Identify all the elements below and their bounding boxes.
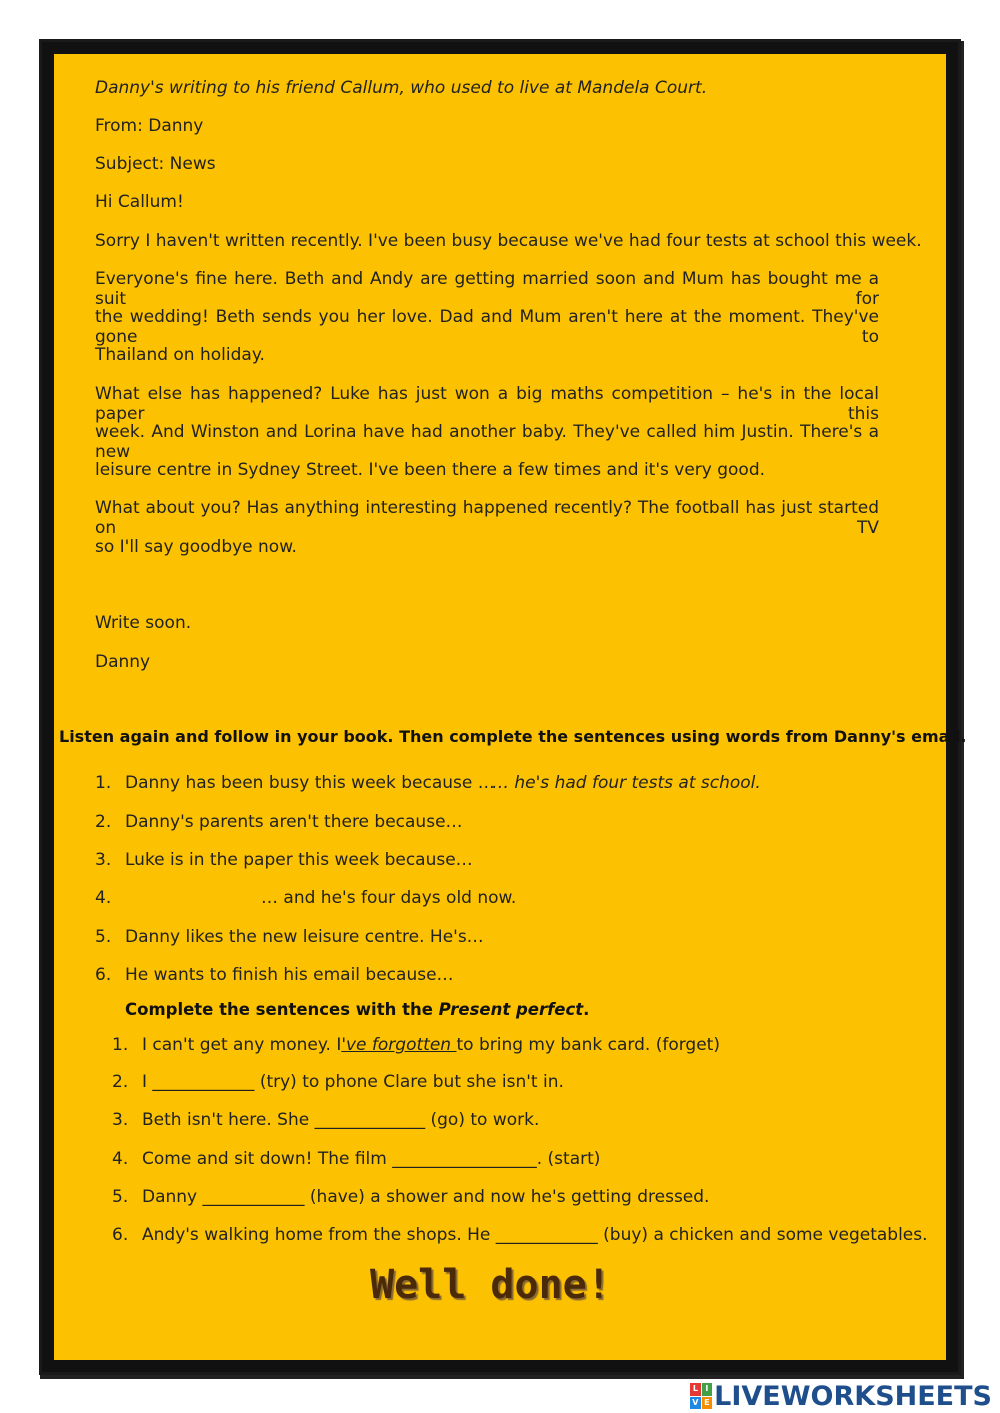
email-line: Everyone's fine here. Beth and Andy are getting married soon and Mum has bought me a suit for [95, 269, 879, 309]
intro-text: Danny's writing to his friend Callum, who used to live at Mandela Court. [95, 78, 708, 98]
exercise2-sentence[interactable]: I ____________ (try) to phone Clare but she isn't in. [142, 1072, 564, 1092]
email-from: From: Danny [95, 116, 204, 136]
logo-text: LIVEWORKSHEETS [714, 1380, 992, 1412]
exercise1-number: 5. [95, 927, 112, 947]
exercise2-answer[interactable]: 've forgotten [341, 1035, 457, 1055]
email-line: the wedding! Beth sends you her love. Dad and Mum aren't here at the moment. They've gone to [95, 307, 879, 347]
well-done-text: Well done! [370, 1262, 611, 1308]
exercise1-prompt: … and he's four days old now. [261, 888, 517, 908]
instruction-emphasis: Present perfect [438, 1000, 584, 1019]
email-line: Sorry I haven't written recently. I've been busy because we've had four tests at school this week. [95, 231, 922, 251]
exercise1-number: 3. [95, 850, 112, 870]
logo-mark-letter: E [702, 1397, 713, 1410]
instruction-end: . [583, 1000, 590, 1019]
logo-mark-letter: V [690, 1397, 701, 1410]
exercise1-prompt: He wants to finish his email because… [125, 965, 454, 985]
exercise1-number: 2. [95, 812, 112, 832]
exercise2-instruction [125, 1000, 589, 1019]
exercise2-number: 2. [112, 1072, 129, 1092]
exercise2-sentence[interactable]: Danny ____________ (have) a shower and now he's getting dressed. [142, 1187, 710, 1207]
email-signature: Danny [95, 652, 151, 672]
exercise2-sentence[interactable]: Beth isn't here. She _____________ (go) to work. [142, 1110, 540, 1130]
exercise2-sentence[interactable]: Andy's walking home from the shops. He ____________ (buy) a chicken and some vegetables. [142, 1225, 928, 1245]
exercise1-prompt: Luke is in the paper this week because… [125, 850, 473, 870]
exercise1-number: 1. [95, 773, 112, 793]
logo-mark-letter: I [702, 1383, 713, 1396]
email-signoff: Write soon. [95, 613, 192, 633]
email-greeting: Hi Callum! [95, 192, 184, 212]
sentence-end: to bring my bank card. (forget) [456, 1035, 720, 1055]
exercise2-number: 6. [112, 1225, 129, 1245]
exercise1-instruction: Listen again and follow in your book. Then complete the sentences using words from Danny's email. [59, 727, 967, 746]
exercise1-number: 4. [95, 888, 112, 908]
email-line: Thailand on holiday. [95, 345, 265, 365]
logo-mark-icon [690, 1383, 712, 1409]
exercise2-number: 1. [112, 1035, 129, 1055]
email-line: week. And Winston and Lorina have had another baby. They've called him Justin. There's a new [95, 422, 879, 462]
exercise2-sentence [142, 1035, 720, 1055]
exercise1-prompt: Danny's parents aren't there because… [125, 812, 463, 832]
logo-mark-letter: L [690, 1383, 701, 1396]
email-line: so I'll say goodbye now. [95, 537, 297, 557]
exercise1-answer[interactable]: … he's had four tests at school. [492, 773, 761, 793]
exercise2-number: 3. [112, 1110, 129, 1130]
email-subject: Subject: News [95, 154, 216, 174]
exercise2-number: 4. [112, 1149, 129, 1169]
exercise1-prompt: Danny likes the new leisure centre. He's… [125, 927, 484, 947]
email-line: What about you? Has anything interesting happened recently? The football has just started on TV [95, 498, 879, 538]
email-line: leisure centre in Sydney Street. I've been there a few times and it's very good. [95, 460, 766, 480]
sentence-start: I can't get any money. I [142, 1035, 342, 1055]
exercise1-number: 6. [95, 965, 112, 985]
email-line: What else has happened? Luke has just won a big maths competition – he's in the local paper this [95, 384, 879, 424]
liveworksheets-logo [690, 1381, 992, 1411]
exercise1-prompt: Danny has been busy this week because … [125, 773, 495, 793]
exercise2-sentence[interactable]: Come and sit down! The film _________________. (start) [142, 1149, 601, 1169]
instruction-text: Complete the sentences with the [125, 1000, 439, 1019]
exercise2-number: 5. [112, 1187, 129, 1207]
